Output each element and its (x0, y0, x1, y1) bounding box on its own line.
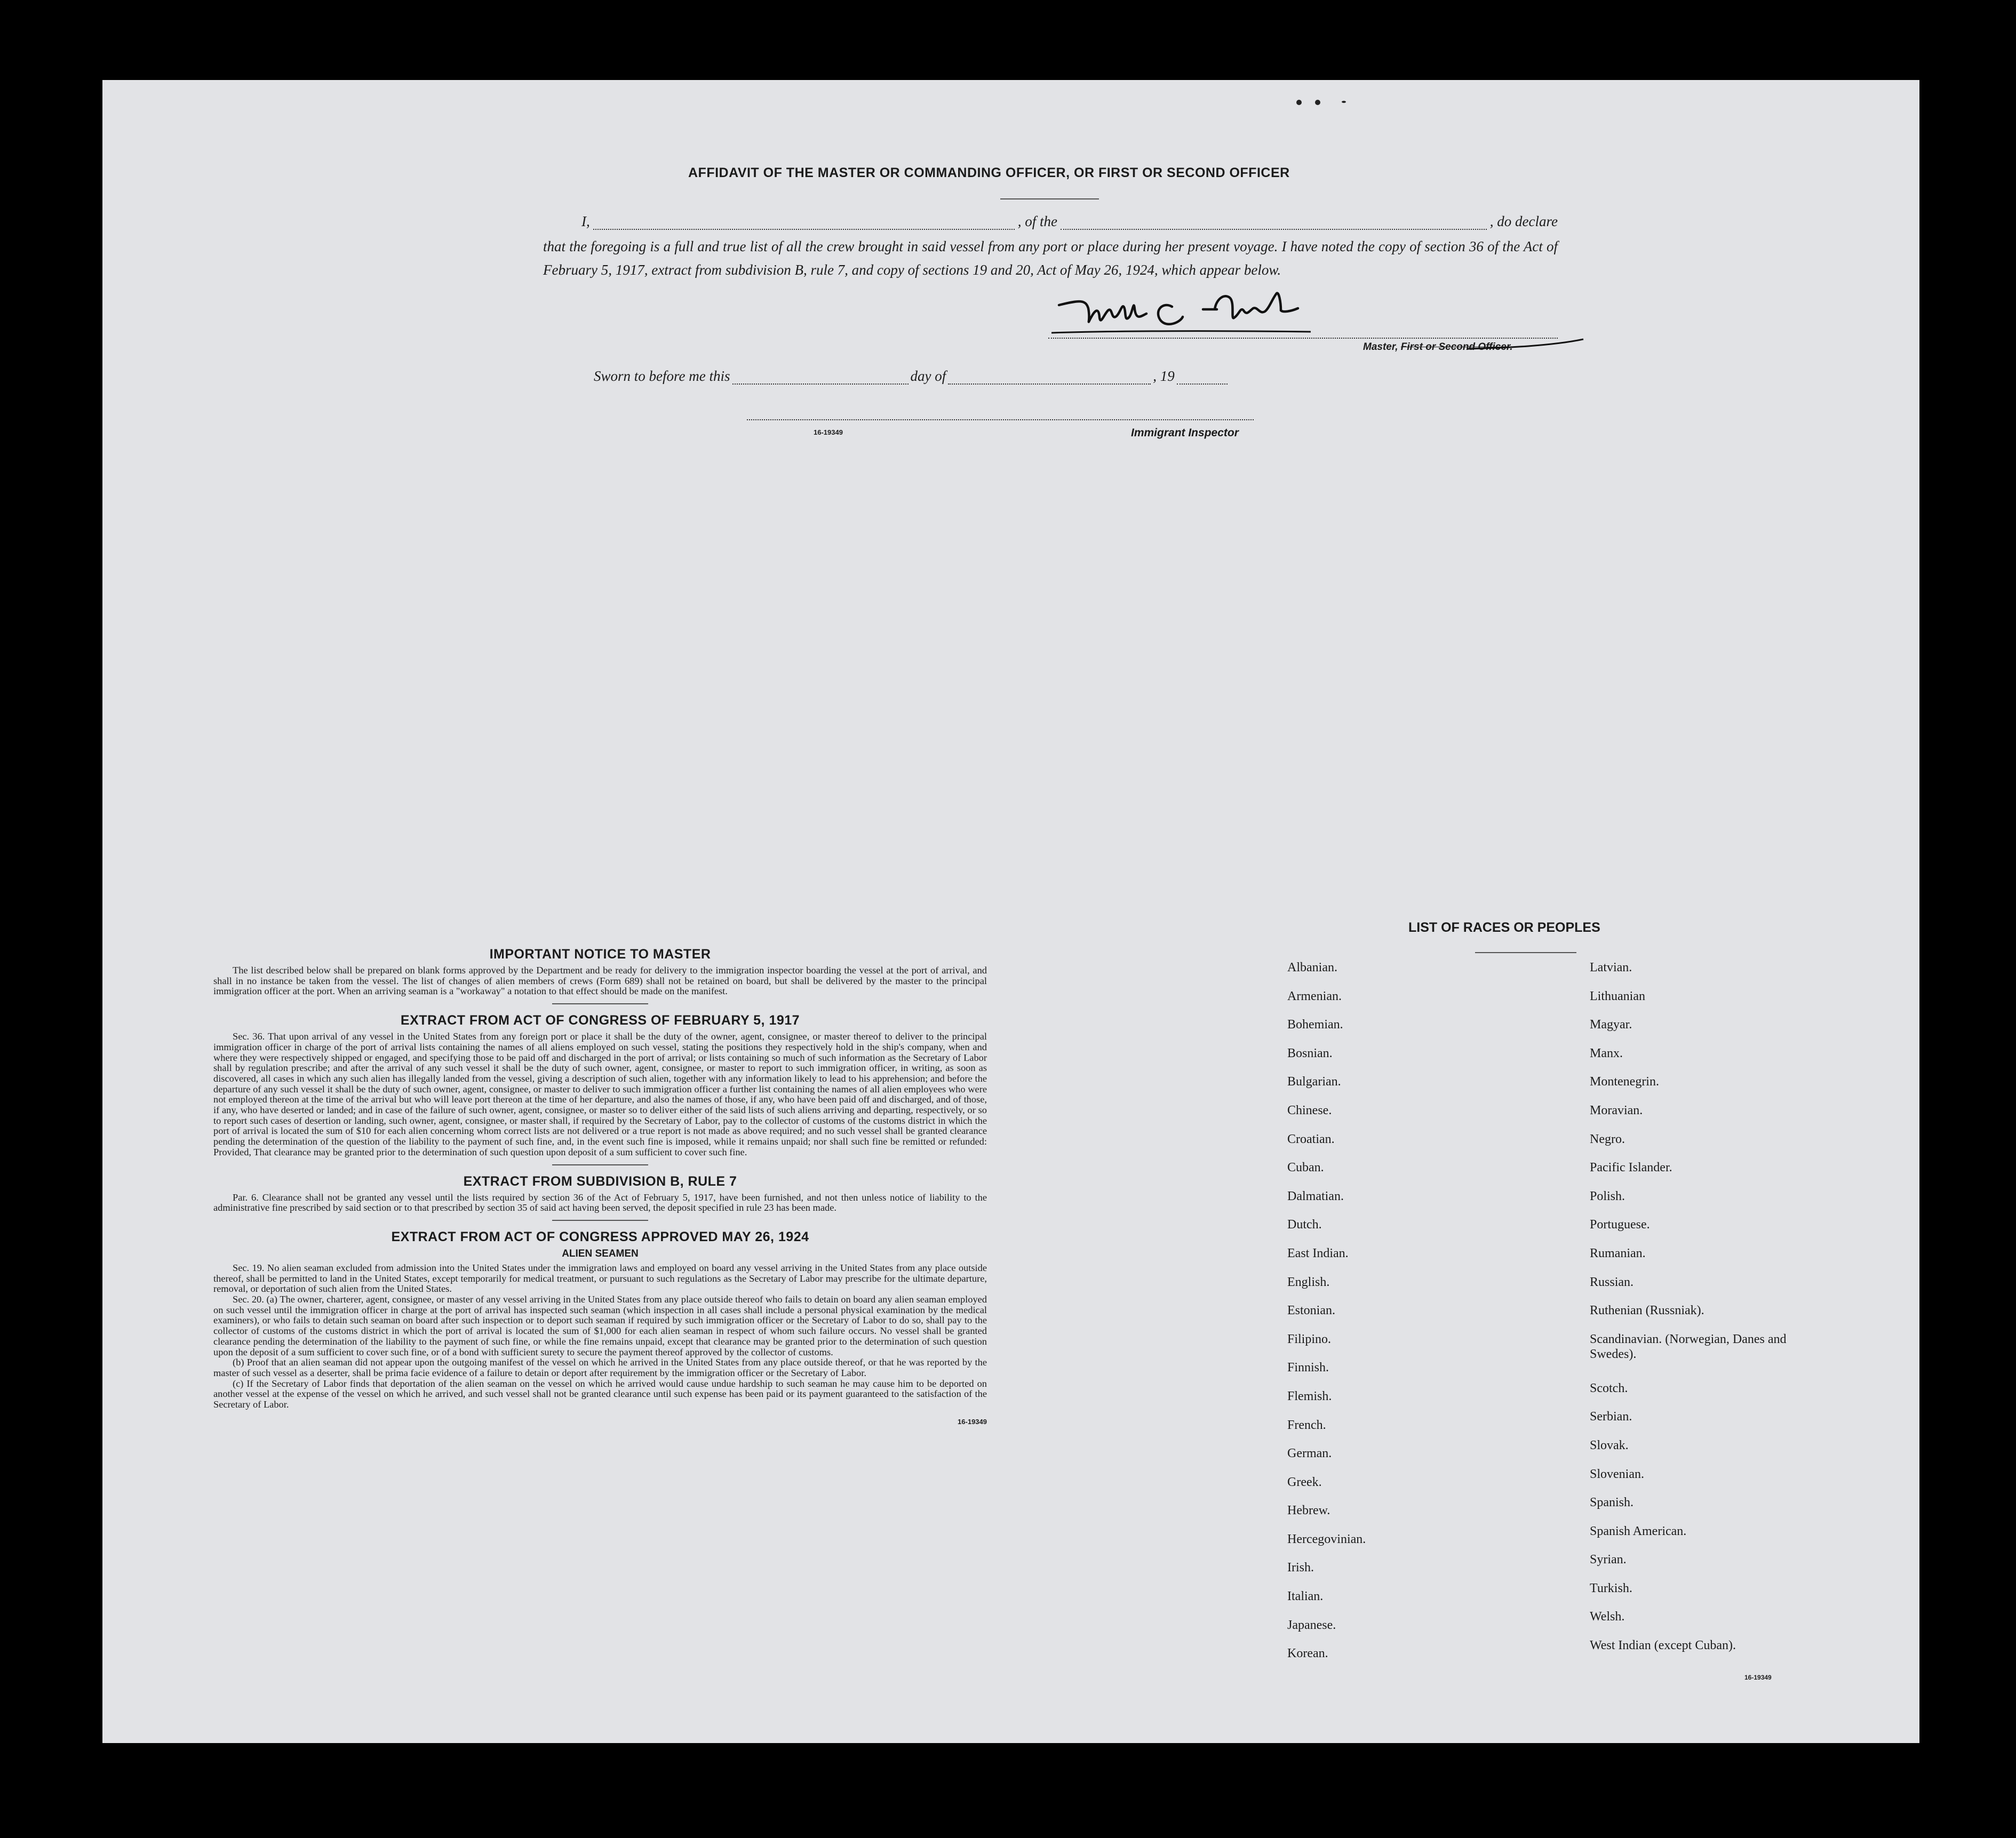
section-divider (552, 1003, 648, 1004)
race-item: Flemish. (1287, 1389, 1332, 1403)
race-item: Moravian. (1590, 1103, 1643, 1117)
section-divider (552, 1220, 648, 1221)
master-caption: Master, (1363, 341, 1398, 353)
may-1924-subtitle: ALIEN SEAMEN (562, 1248, 639, 1259)
form-number: 16-19349 (1744, 1674, 1772, 1681)
race-item: Filipino. (1287, 1332, 1332, 1346)
inspector-caption: Immigrant Inspector (1131, 427, 1239, 439)
race-item: French. (1287, 1418, 1326, 1432)
race-item: Rumanian. (1590, 1246, 1646, 1260)
race-item: Spanish. (1590, 1496, 1634, 1510)
race-item: Chinese. (1287, 1103, 1332, 1117)
sworn-prefix: Sworn to before me this (594, 368, 730, 384)
sec-20c-text: (c) If the Secretary of Labor finds that deportation of the alien seaman on the vessel on which he arrived would cause undue hardship to such seaman he may cause him to be deported on another vessel at the expense of the vessel on which he arrived, and such vessel shall not be granted clearance until such expense has been paid or its payment guaranteed to the satisfaction of the Secretary of Labor. (213, 1378, 987, 1410)
race-item: Slovak. (1590, 1438, 1629, 1452)
race-item: Japanese. (1287, 1618, 1336, 1632)
race-item: Lithuanian (1590, 989, 1645, 1003)
races-title: LIST OF RACES OR PEOPLES (1408, 920, 1600, 935)
feb-1917-title: EXTRACT FROM ACT OF CONGRESS OF FEBRUARY 5, 1917 (400, 1013, 800, 1028)
race-item: Bohemian. (1287, 1018, 1343, 1032)
race-item: Polish. (1590, 1189, 1625, 1203)
month-blank (948, 373, 1151, 385)
day-of-label: day of (910, 368, 946, 384)
race-item: Estonian. (1287, 1304, 1335, 1318)
legal-notices (213, 947, 987, 1426)
year-prefix: , 19 (1153, 368, 1175, 384)
race-item: Serbian. (1590, 1410, 1632, 1424)
race-item: Slovenian. (1590, 1467, 1644, 1481)
races-column-1 (1287, 960, 1511, 1675)
title-divider (1000, 198, 1099, 199)
race-item: Irish. (1287, 1561, 1314, 1575)
race-item: Russian. (1590, 1275, 1634, 1289)
race-item: English. (1287, 1275, 1330, 1289)
race-item: German. (1287, 1447, 1332, 1461)
rule-7-title: EXTRACT FROM SUBDIVISION B, RULE 7 (463, 1173, 737, 1189)
race-item: Negro. (1590, 1132, 1625, 1146)
race-item: Hebrew. (1287, 1504, 1330, 1518)
race-item: Bulgarian. (1287, 1075, 1341, 1089)
race-item: Scandinavian. (Norwegian, Danes and Swedes). (1590, 1332, 1787, 1361)
race-item: Montenegrin. (1590, 1075, 1659, 1089)
race-item: Manx. (1590, 1046, 1623, 1060)
affidavit-body: that the foregoing is a full and true list of all the crew brought in said vessel from any port or place during her present voyage. I have noted the copy of section 36 of the Act of February 5, 1917, extract from subdivision B, rule 7, and copy of sections 19 and 20, Act of May 26, 1924, which appear below. (543, 238, 1558, 278)
name-blank (593, 218, 1015, 230)
race-item: Korean. (1287, 1647, 1328, 1661)
race-item: Bosnian. (1287, 1046, 1333, 1060)
feb-1917-text: Sec. 36. That upon arrival of any vessel in the United States from any foreign port or place it shall be the duty of the owner, agent, consignee, or master thereof to deliver to the principal immigration officer in charge of the port of arrival lists containing the names of all aliens employed on such vessel, stating the positions they respectively hold in the ship's company, when and where they were respectively shipped or engaged, and specifying those to be paid off and discharged in the port of arrival; or lists containing so much of such information as the Secretary of Labor shall by regulation prescribe; and after the arrival of any such vessel it shall be the duty of such owner, agent, consignee, or master to report to such immigration officer, in writing, as soon as discovered, all cases in which any such alien has illegally landed from the vessel, giving a description of such alien, together with any information likely to lead to his apprehension; and before the departure of any such vessel it shall be the duty of such owner, agent, consignee, or master to deliver to such immigration officer a further list containing the names of all alien employees who were not employed thereon at the time of the arrival but who will leave port thereon at the time of her departure, and also the names of those, if any, who have been paid off and discharged, and of those, if any, who have deserted or landed; and in case of the failure of such owner, agent, consignee, or master so to deliver either of the said lists of such aliens arriving and departing, respectively, or so to report such cases of desertion or landing, such owner, agent, consignee, or master shall, if required by the Secretary of Labor, pay to the collector of customs of the customs district in which the port of arrival is located the sum of $10 for each alien concerning whom correct lists are not delivered or a true report is not made as above required; and no such vessel shall be granted clearance pending the determination of the question of the liability to the payment of such fine, and, in the event such fine is imposed, while it remains unpaid; nor shall such fine be remitted or refunded: Provided, That clearance may be granted prior to the determination of such question upon deposit of a sum sufficient to cover such fine. (213, 1031, 987, 1157)
race-item: West Indian (except Cuban). (1590, 1639, 1736, 1653)
race-item: Turkish. (1590, 1581, 1632, 1595)
race-item: Albanian. (1287, 961, 1337, 974)
race-item: Syrian. (1590, 1553, 1627, 1567)
year-blank (1177, 373, 1228, 385)
race-item: Finnish. (1287, 1361, 1329, 1375)
race-item: Portuguese. (1590, 1218, 1650, 1232)
sec-19-text: Sec. 19. No alien seaman excluded from admission into the United States under the immigration laws and employed on board any vessel arriving in the United States from any place outside thereof, shall be permitted to land in the United States, except temporarily for medical treatment, or pursuant to such regulations as the Secretary of Labor may prescribe for the ultimate departure, removal, or deportation of such alien from the United States. (213, 1262, 987, 1294)
may-1924-title: EXTRACT FROM ACT OF CONGRESS APPROVED MAY 26, 1924 (391, 1229, 809, 1244)
form-number: 16-19349 (958, 1417, 987, 1426)
speck (1315, 100, 1320, 105)
day-blank (732, 373, 909, 385)
race-item: Hercegovinian. (1287, 1532, 1366, 1546)
race-item: Dalmatian. (1287, 1189, 1344, 1203)
strike-line (1467, 336, 1584, 352)
affidavit-declaration-line (581, 213, 1558, 230)
race-item: Magyar. (1590, 1018, 1632, 1032)
section-divider (552, 1164, 648, 1165)
race-item: Scotch. (1590, 1381, 1628, 1395)
race-item: Spanish American. (1590, 1524, 1687, 1538)
races-divider (1475, 952, 1576, 953)
races-column-2 (1590, 960, 1814, 1667)
i-label: I, (581, 213, 590, 229)
race-item: Latvian. (1590, 961, 1632, 974)
notice-title: IMPORTANT NOTICE TO MASTER (489, 947, 711, 962)
race-item: Cuban. (1287, 1161, 1324, 1175)
master-signature (1048, 277, 1315, 341)
race-item: East Indian. (1287, 1246, 1349, 1260)
race-item: Greek. (1287, 1475, 1322, 1489)
race-item: Armenian. (1287, 989, 1342, 1003)
sec-20b-text: (b) Proof that an alien seaman did not appear upon the outgoing manifest of the vessel on which he arrived in the United States from any place outside thereof, or that he was reported by the master of such vessel as a deserter, shall be prima facie evidence of a failure to detain or deport after requirement by the immigration officer or the Secretary of Labor. (213, 1357, 987, 1378)
speck (1342, 101, 1346, 103)
of-the-label: , of the (1017, 213, 1057, 229)
race-item: Welsh. (1590, 1610, 1625, 1624)
sworn-line (594, 368, 1230, 385)
inspector-signature-line (747, 419, 1254, 420)
speck (1296, 100, 1302, 105)
race-item: Pacific Islander. (1590, 1161, 1672, 1175)
rule-7-text: Par. 6. Clearance shall not be granted any vessel until the lists required by section 36 of the Act of February 5, 1917, have been furnished, and not then unless notice of liability to the administrative fine prescribed by said section or to that prescribed by section 35 of said act having been served, the deposit specified in rule 23 has been made. (213, 1192, 987, 1213)
vessel-blank (1061, 218, 1487, 230)
sec-20a-text: Sec. 20. (a) The owner, charterer, agent, consignee, or master of any vessel arriving in the United States from any place outside thereof who fails to detain on board any alien seaman employed on such vessel until the immigration officer in charge at the port of arrival has inspected such seaman (which inspection in all cases shall include a personal physical examination by the medical examiners), or who fails to detain such seaman on board after such inspection or to deport such seaman if required by such immigration officer or the Secretary of Labor to do so, shall pay to the collector of customs of the customs district in which the port of arrival is located the sum of $1,000 for each alien seaman in respect of whom such failure occurs. No vessel shall be granted clearance pending the determination of the liability to the payment of such fine, or while the fine remains unpaid, except that clearance may be granted prior to the determination of such question upon the deposit of a sum sufficient to cover such fine, or of a bond with sufficient surety to secure the payment thereof approved by the collector of customs. (213, 1294, 987, 1357)
race-item: Dutch. (1287, 1218, 1322, 1232)
struck-officer-caption: First or Second Officer. (1400, 341, 1513, 353)
race-item: Croatian. (1287, 1132, 1335, 1146)
race-item: Ruthenian (Russniak). (1590, 1304, 1704, 1318)
do-declare-label: , do declare (1489, 213, 1558, 229)
affidavit-title: AFFIDAVIT OF THE MASTER OR COMMANDING OFFICER, OR FIRST OR SECOND OFFICER (688, 165, 1290, 180)
race-item: Italian. (1287, 1589, 1324, 1604)
edge-mark (1972, 43, 1975, 149)
notice-text: The list described below shall be prepared on blank forms approved by the Department and be ready for delivery to the immigration inspector boarding the vessel at the port of arrival, and shall in no instance be taken from the vessel. The list of changes of alien members of crews (Form 689) shall not be retained on board, but shall be delivered by the master to the principal immigration officer at the port. When an arriving seaman is a "workaway" a notation to that effect should be made on the manifest. (213, 965, 987, 997)
form-number: 16-19349 (814, 428, 843, 436)
